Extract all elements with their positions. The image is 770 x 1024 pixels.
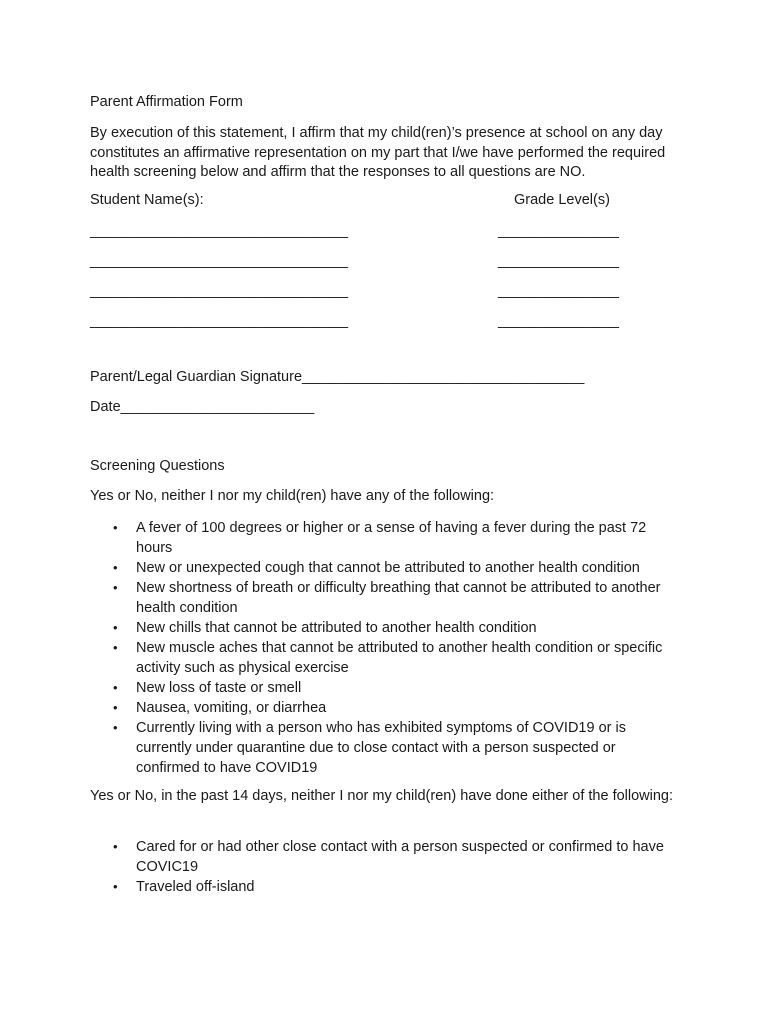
bullet-icon: • (113, 640, 118, 655)
bullet-icon: • (113, 839, 118, 854)
screening-section1-list (90, 518, 680, 778)
bullet-icon: • (113, 700, 118, 715)
list-item-text: New loss of taste or smell (136, 680, 302, 696)
screening-section2-intro: Yes or No, in the past 14 days, neither I nor my child(ren) have done either of the following: (90, 788, 674, 804)
student-name-field-3[interactable]: ________________________________ (90, 283, 349, 299)
student-name-field-1[interactable]: ________________________________ (90, 223, 349, 239)
grade-levels-label: Grade Level(s) (514, 192, 610, 208)
screening-section2-list (90, 837, 680, 897)
affirmation-statement: By execution of this statement, I affirm that my child(ren)’s presence at school on any day constitutes an affirmative representation on my part that I/we have performed the required health screening below and affirm that the responses to all questions are NO. (90, 125, 666, 180)
list-item (90, 678, 680, 698)
list-item (90, 558, 680, 578)
grade-level-field-1[interactable]: _______________ (498, 223, 619, 239)
list-item-text: Cared for or had other close contact with a person suspected or confirmed to have COVIC19 (136, 839, 664, 875)
list-item-text: New shortness of breath or difficulty breathing that cannot be attributed to another health condition (136, 580, 661, 616)
list-item (90, 698, 680, 718)
bullet-icon: • (113, 879, 118, 894)
form-title: Parent Affirmation Form (90, 94, 243, 110)
list-item-text: New chills that cannot be attributed to another health condition (136, 620, 537, 636)
list-item-text: New or unexpected cough that cannot be attributed to another health condition (136, 560, 640, 576)
student-name-field-2[interactable]: ________________________________ (90, 253, 349, 269)
bullet-icon: • (113, 560, 118, 575)
student-name-field-4[interactable]: ________________________________ (90, 313, 349, 329)
list-item (90, 518, 680, 558)
list-item (90, 578, 680, 618)
student-names-label: Student Name(s): (90, 192, 204, 208)
list-item (90, 638, 680, 678)
bullet-icon: • (113, 580, 118, 595)
list-item (90, 718, 680, 778)
screening-heading: Screening Questions (90, 458, 225, 474)
list-item-text: Currently living with a person who has exhibited symptoms of COVID19 or is currently under quarantine due to close contact with a person suspected or confirmed to have COVID19 (136, 720, 626, 776)
bullet-icon: • (113, 520, 118, 535)
list-item-text: A fever of 100 degrees or higher or a sense of having a fever during the past 72 hours (136, 520, 647, 556)
list-item (90, 618, 680, 638)
bullet-icon: • (113, 720, 118, 735)
date-field[interactable]: Date________________________ (90, 399, 315, 415)
bullet-icon: • (113, 620, 118, 635)
screening-section1-intro: Yes or No, neither I nor my child(ren) have any of the following: (90, 488, 495, 504)
signature-field[interactable]: Parent/Legal Guardian Signature___________________________________ (90, 369, 585, 385)
grade-level-field-2[interactable]: _______________ (498, 253, 619, 269)
grade-level-field-3[interactable]: _______________ (498, 283, 619, 299)
list-item-text: Traveled off-island (136, 879, 255, 895)
list-item (90, 877, 680, 897)
list-item-text: New muscle aches that cannot be attributed to another health condition or specific activity such as physical exercise (136, 640, 663, 676)
list-item-text: Nausea, vomiting, or diarrhea (136, 700, 327, 716)
list-item (90, 837, 680, 877)
bullet-icon: • (113, 680, 118, 695)
grade-level-field-4[interactable]: _______________ (498, 313, 619, 329)
